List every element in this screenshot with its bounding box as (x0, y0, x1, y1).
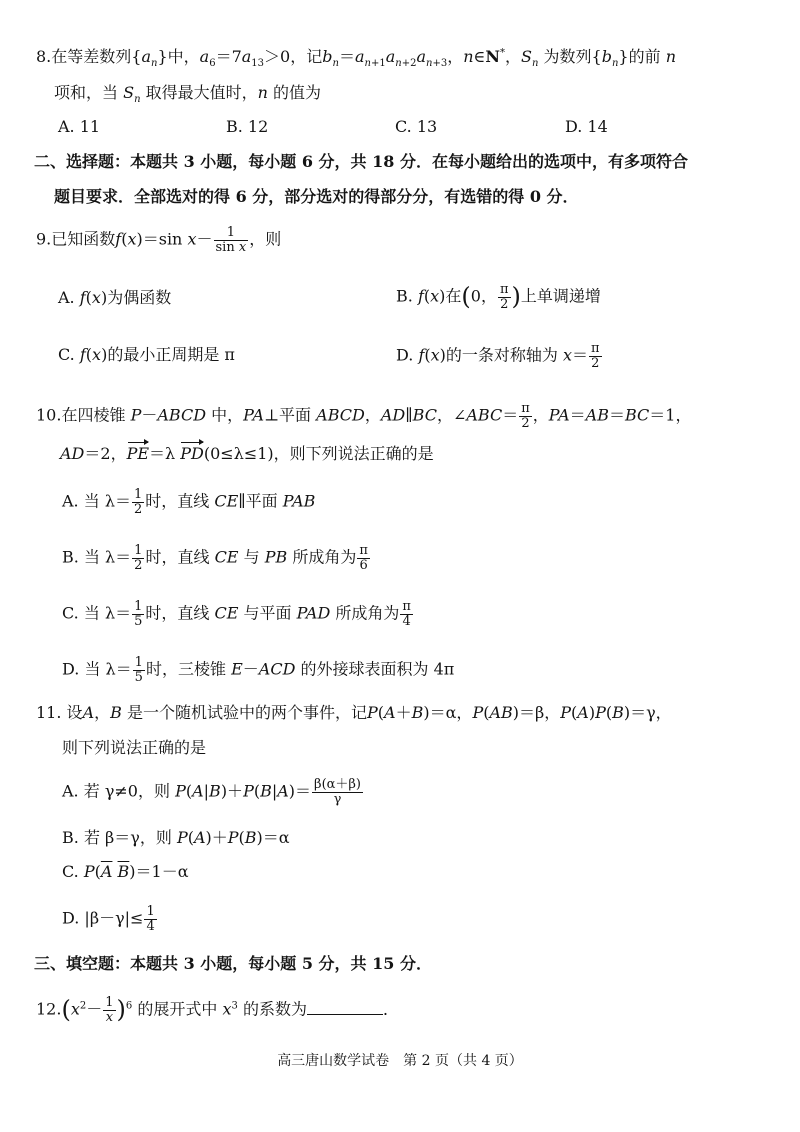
q8-option-d: D. 14 (565, 117, 608, 136)
q11-option-b: B. 若 β＝γ，则 P(A)＋P(B)＝α (62, 828, 290, 847)
q10-stem-line1: 10.在四棱锥 P－ABCD 中，PA⊥平面 ABCD，AD∥BC，∠ABC＝ $\frac{\pi}{2}$ ，PA＝AB＝BC＝1， (36, 401, 692, 431)
q9-option-c: C. f(x)的最小正周期是 π (58, 345, 235, 364)
section-2-instructions: 题目要求．全部选对的得 6 分，部分选对的得部分分，有选错的得 0 分． (54, 187, 579, 206)
q11-option-d: D. |β－γ|≤ $\frac{1}{4}$ (62, 904, 155, 934)
q10-option-a: A. 当 λ＝ $\frac{1}{2}$ 时，直线 CE∥平面 PAB (62, 487, 316, 517)
q8-stem-line2: 项和，当 $S_n$ 取得最大值时，n 的值为 (54, 83, 322, 106)
page-footer: 高三唐山数学试卷 第 2 页（共 4 页） (277, 1053, 523, 1069)
q10-option-b: B. 当 λ＝ $\frac{1}{2}$ 时，直线 CE 与 PB 所成角为 $\frac{\pi}{6}$ (62, 543, 368, 573)
q10-option-c: C. 当 λ＝ $\frac{1}{5}$ 时，直线 CE 与平面 PAD 所成角为 $\frac{\pi}{4}$ (62, 599, 411, 629)
q10-stem-line2: AD＝2，PE＝λ PD(0≤λ≤1)，则下列说法正确的是 (60, 444, 434, 463)
q9-option-a: A. f(x)为偶函数 (58, 288, 172, 307)
section-3-heading: 三、填空题：本题共 3 小题，每小题 5 分，共 15 分． (34, 954, 432, 973)
q9-stem: 9.已知函数f(x)＝sin x－ $\frac{1}{\text{sin x}}$ ，则 (36, 225, 282, 255)
q10-option-d: D. 当 λ＝ $\frac{1}{5}$ 时，三棱锥 E－ACD 的外接球表面积为 4π (62, 655, 455, 685)
q8-option-a: A. 11 (58, 117, 101, 136)
q9-option-d: D. f(x)的一条对称轴为 x＝ $\frac{\pi}{2}$ (396, 341, 600, 371)
q8-stem-line1: 8.在等差数列$\{a_n\}$中，$a_6=7a_{13}>0$，记$b_n=a_{n+1}a_{n+2}a_{n+3}$，n∈N*，$S_n$ 为数列$\{b_n\}$的前 n (36, 47, 677, 70)
q8-option-b: B. 12 (226, 117, 269, 136)
q11-stem-line2: 则下列说法正确的是 (62, 738, 207, 757)
q8-option-c: C. 13 (395, 117, 438, 136)
q11-option-a: A. 若 γ≠0，则 P(A|B)＋P(B|A)＝ $\frac{\beta(\alpha+\beta)}{\gamma}$ (62, 777, 362, 807)
section-2-heading: 二、选择题：本题共 3 小题，每小题 6 分，共 18 分．在每小题给出的选项中，有多项符合 (34, 152, 688, 171)
q12-stem: $12.(x^2-$ $\frac{1}{x}$ )$^6$ 的展开式中 $x^3$ 的系数为 ． (36, 995, 400, 1025)
q11-stem-line1: 11. 设A，B 是一个随机试验中的两个事件，记P(A＋B)＝α，P(AB)＝β，P(A)P(B)＝γ， (36, 703, 672, 722)
q11-option-c: C. $P(\overline{A}$ $\overline{B})=1-\alpha$ (62, 862, 189, 881)
q9-option-b: B. f(x)在(0， $\frac{\pi}{2}$ )上单调递增 (396, 282, 601, 312)
q12-answer-blank (307, 1000, 383, 1015)
